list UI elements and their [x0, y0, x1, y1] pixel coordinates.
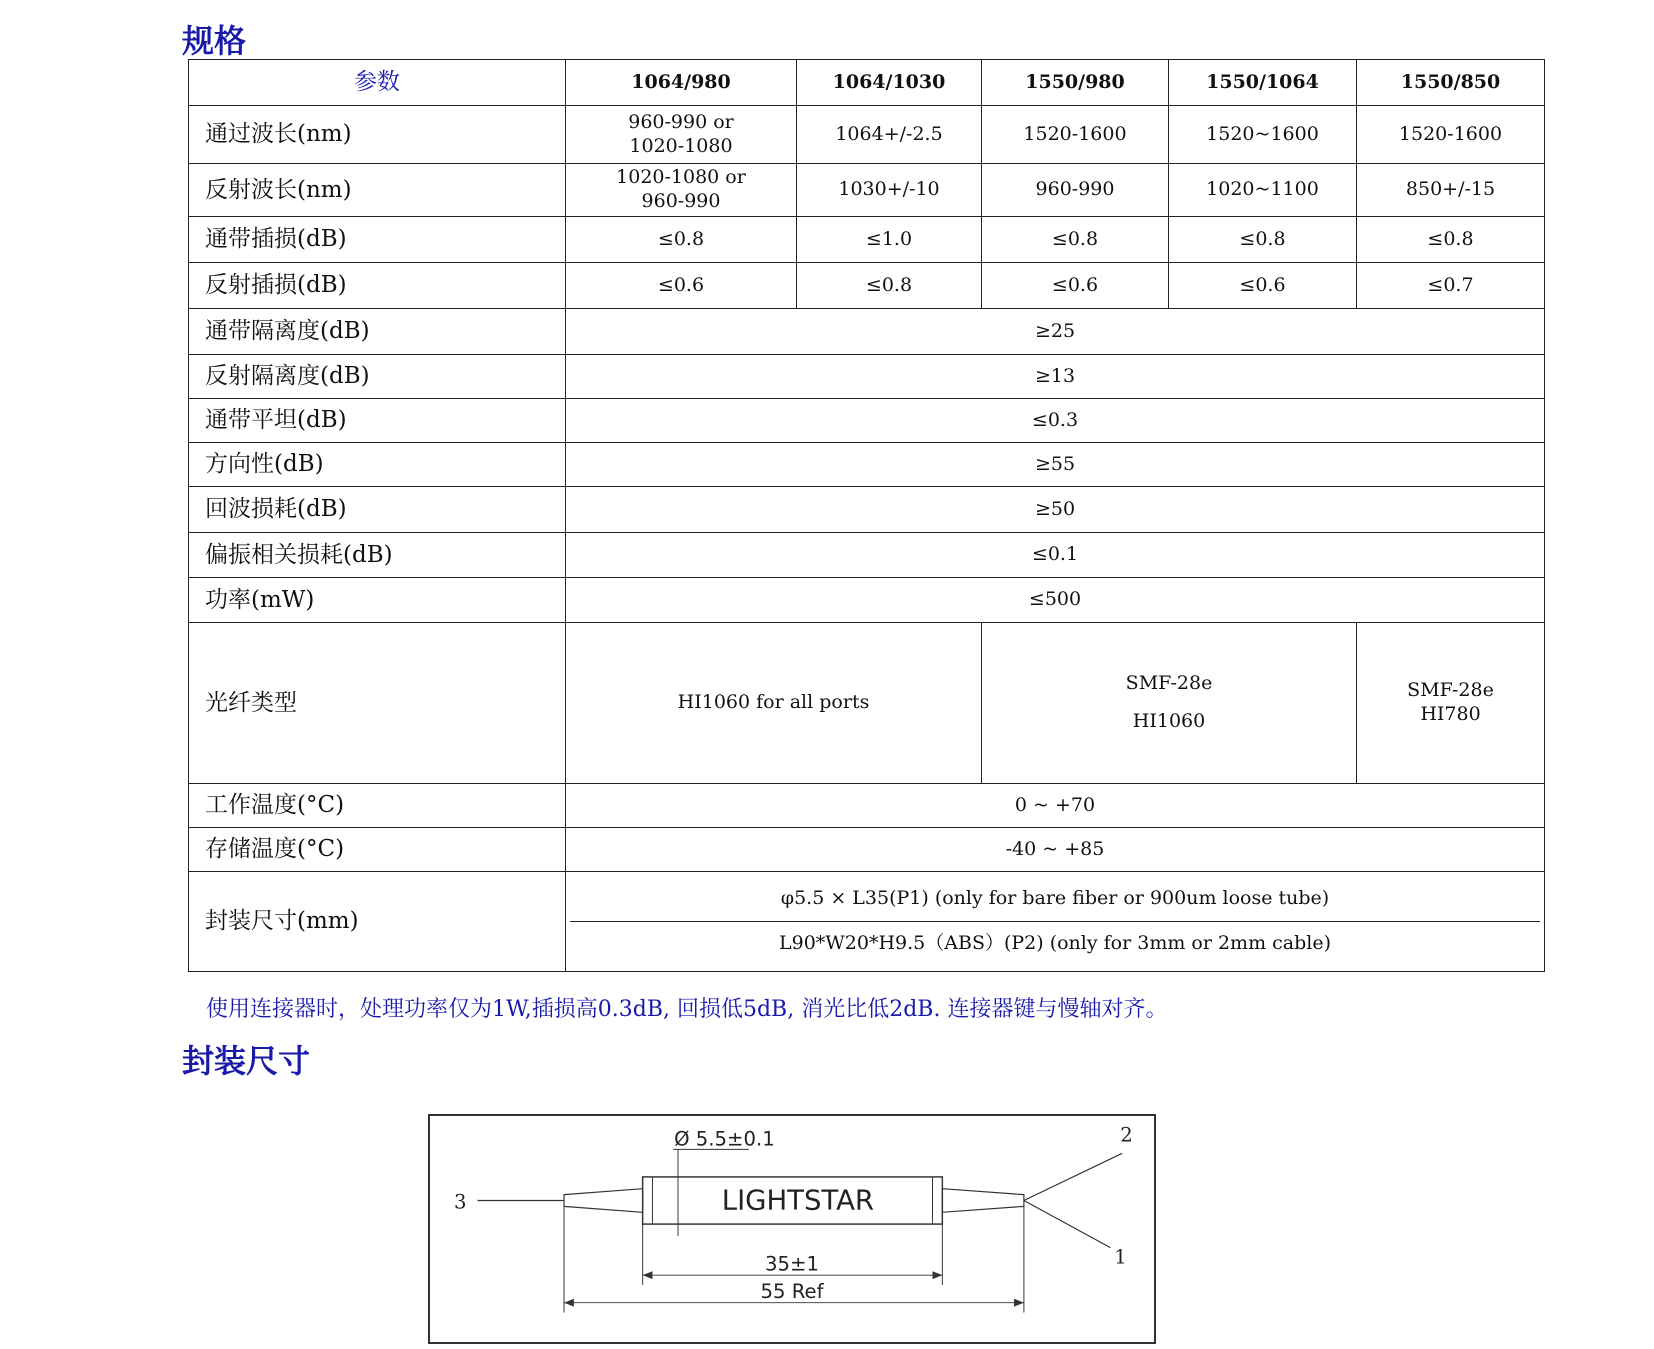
row-label: 通过波长(nm)	[189, 106, 566, 164]
port-1-label: 1	[1114, 1245, 1127, 1269]
cell-line: 960-990 or	[628, 110, 734, 133]
package-dimensions-title: 封装尺寸	[182, 1042, 311, 1080]
table-row	[189, 263, 1545, 309]
cell-line: SMF-28e	[1407, 679, 1494, 702]
row-label: 回波损耗(dB)	[189, 487, 566, 533]
cell-line: HI780	[1420, 703, 1481, 725]
arrow-head	[933, 1271, 943, 1279]
table-row	[189, 784, 1545, 828]
table-row	[189, 578, 1545, 623]
row-label: 光纤类型	[189, 623, 566, 784]
arrow-head	[564, 1299, 574, 1307]
table-row-package	[189, 872, 1545, 972]
table-cell: 1520-1600	[982, 106, 1169, 164]
row-label: 工作温度(°C)	[189, 784, 566, 828]
table-cell: ≤0.3	[566, 399, 1545, 443]
table-cell: 1520~1600	[1169, 106, 1357, 164]
fiber-group-1: HI1060 for all ports	[566, 623, 982, 784]
arrow-head	[1014, 1299, 1024, 1307]
table-cell: ≥50	[566, 487, 1545, 533]
row-label: 通带平坦(dB)	[189, 399, 566, 443]
table-cell: ≤1.0	[797, 217, 982, 263]
table-cell: ≥13	[566, 355, 1545, 399]
table-cell: ≤0.8	[982, 217, 1169, 263]
cell-line: 1020-1080	[629, 134, 733, 157]
table-cell: 1020~1100	[1169, 164, 1357, 217]
package-p2: L90*W20*H9.5（ABS）(P2) (only for 3mm or 2mm cable)	[570, 921, 1540, 966]
cell-line: 960-990	[641, 190, 721, 212]
fiber-group-3	[1357, 623, 1545, 784]
table-row	[189, 399, 1545, 443]
table-row	[189, 355, 1545, 399]
row-label: 封装尺寸(mm)	[189, 872, 566, 972]
row-label: 存储温度(°C)	[189, 828, 566, 872]
table-cell: ≤0.6	[982, 263, 1169, 309]
table-row-fiber-type	[189, 623, 1545, 784]
specifications-title: 规格	[182, 22, 247, 60]
boot-left	[564, 1189, 643, 1213]
body-length-label: 35±1	[765, 1252, 819, 1276]
table-cell: ≤0.1	[566, 533, 1545, 578]
row-label: 功率(mW)	[189, 578, 566, 623]
cell-line: SMF-28e	[1125, 672, 1213, 695]
package-p1: φ5.5 × L35(P1) (only for bare fiber or 900um loose tube)	[780, 887, 1330, 910]
column-header: 1550/1064	[1169, 60, 1357, 106]
package-cell	[566, 872, 1545, 972]
table-cell: -40 ~ +85	[566, 828, 1545, 872]
column-header: 1064/1030	[797, 60, 982, 106]
table-cell: ≤0.6	[1169, 263, 1357, 309]
table-cell	[566, 164, 797, 217]
table-cell	[566, 106, 797, 164]
spec-table	[188, 59, 1545, 972]
table-row	[189, 828, 1545, 872]
port-3-label: 3	[453, 1190, 467, 1214]
column-header: 1550/980	[982, 60, 1169, 106]
table-cell: ≥25	[566, 309, 1545, 355]
total-length-label: 55 Ref	[760, 1279, 824, 1303]
table-row	[189, 164, 1545, 217]
cell-line: 1020-1080 or	[616, 166, 746, 189]
table-row	[189, 533, 1545, 578]
table-cell: 850+/-15	[1357, 164, 1545, 217]
row-label: 反射波长(nm)	[189, 164, 566, 217]
connector-note: 使用连接器时，处理功率仅为1W,插损高0.3dB, 回损低5dB, 消光比低2dB. 连接器键与慢轴对齐。	[206, 997, 1168, 1022]
table-cell: ≤0.6	[566, 263, 797, 309]
port-2-label: 2	[1120, 1123, 1133, 1147]
fiber-group-2	[982, 623, 1357, 784]
table-row	[189, 106, 1545, 164]
column-header: 1064/980	[566, 60, 797, 106]
table-row	[189, 309, 1545, 355]
table-row	[189, 443, 1545, 487]
package-drawing	[428, 1114, 1156, 1344]
table-cell: ≥55	[566, 443, 1545, 487]
boot-right	[942, 1189, 1024, 1213]
table-cell: ≤500	[566, 578, 1545, 623]
table-row	[189, 217, 1545, 263]
fiber-port-2	[1024, 1153, 1122, 1200]
table-cell: 1064+/-2.5	[797, 106, 982, 164]
row-label: 反射隔离度(dB)	[189, 355, 566, 399]
row-label: 通带隔离度(dB)	[189, 309, 566, 355]
table-row	[189, 487, 1545, 533]
table-cell: 960-990	[982, 164, 1169, 217]
arrow-head	[643, 1271, 653, 1279]
row-label: 反射插损(dB)	[189, 263, 566, 309]
fiber-port-1	[1024, 1201, 1110, 1248]
param-header: 参数	[189, 60, 566, 106]
table-cell: 1030+/-10	[797, 164, 982, 217]
table-cell: ≤0.8	[1169, 217, 1357, 263]
table-cell: ≤0.7	[1357, 263, 1545, 309]
table-cell: 0 ~ +70	[566, 784, 1545, 828]
brand-label: LIGHTSTAR	[721, 1184, 875, 1217]
table-cell: ≤0.8	[797, 263, 982, 309]
table-cell: ≤0.8	[566, 217, 797, 263]
row-label: 通带插损(dB)	[189, 217, 566, 263]
table-cell: ≤0.8	[1357, 217, 1545, 263]
package-drawing-svg	[430, 1116, 1154, 1342]
diameter-label: Ø 5.5±0.1	[674, 1127, 775, 1151]
table-header-row	[189, 60, 1545, 106]
row-label: 方向性(dB)	[189, 443, 566, 487]
table-cell: 1520-1600	[1357, 106, 1545, 164]
column-header: 1550/850	[1357, 60, 1545, 106]
row-label: 偏振相关损耗(dB)	[189, 533, 566, 578]
cell-line: HI1060	[1132, 710, 1206, 732]
